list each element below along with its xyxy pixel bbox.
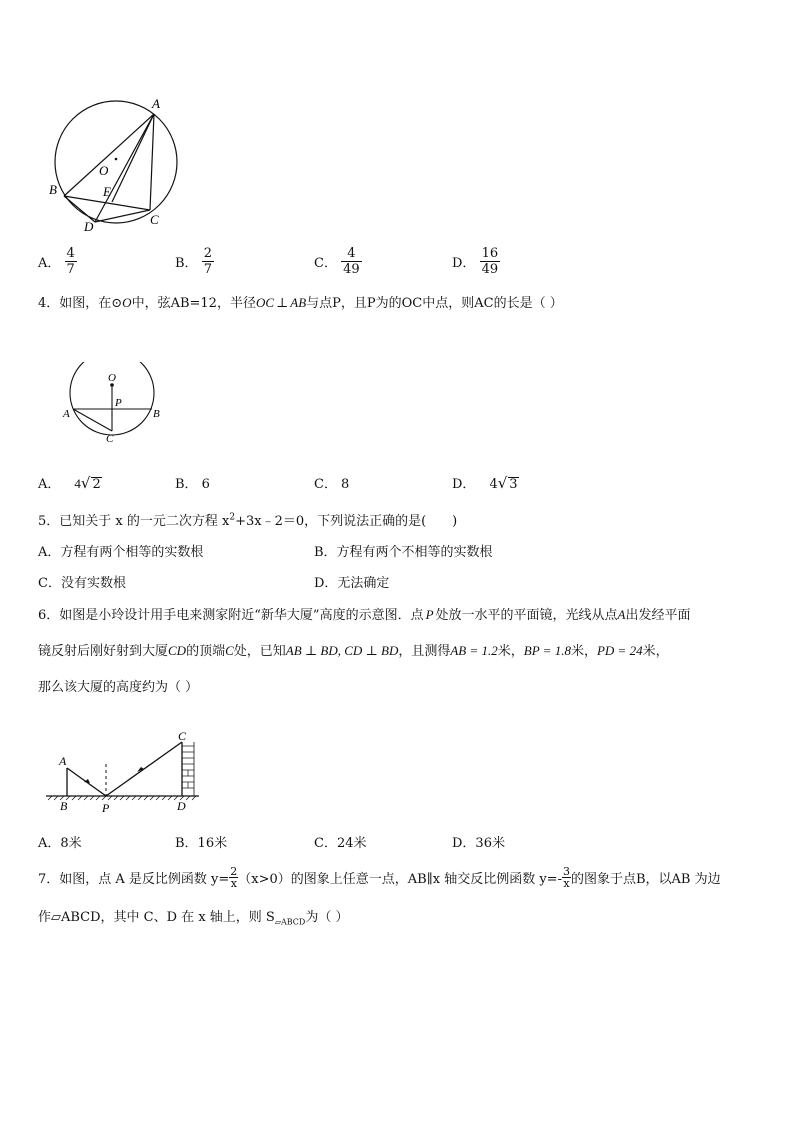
q5-stem [38, 510, 457, 529]
q4-stem-perp: ⊥ [276, 296, 289, 311]
q3-chord-dc [95, 210, 150, 222]
q4-option-d-coef: 4 [489, 477, 498, 492]
q6-line1-part-c: 出发经平面 [625, 608, 691, 623]
q6-label-d: D [177, 799, 186, 813]
q4-label-b: B [153, 408, 160, 420]
q6-label-p: P [102, 801, 110, 814]
q4-option-a[interactable] [38, 473, 102, 492]
q6-line2-perp-math: AB ⊥ BD, CD ⊥ BD [285, 643, 399, 658]
q6-label-c: C [178, 729, 187, 743]
q4-option-d-letter: D． [452, 477, 476, 492]
q7-frac2-num: 3 [562, 865, 570, 878]
q3-option-a[interactable] [38, 246, 77, 277]
q6-option-a[interactable]: A．8米 [38, 836, 82, 851]
q4-option-a-coef: 4 [74, 476, 81, 491]
q7-line1-part-a: 7．如图，点 A 是反比例函数 y= [38, 872, 230, 887]
q6-label-a: A [59, 754, 67, 768]
q3-label-e: E [103, 184, 111, 199]
q6-line2-part-c: 处，已知 [233, 644, 286, 659]
q4-option-a-letter: A． [38, 477, 61, 492]
q3-option-b-fraction [202, 246, 214, 277]
q3-label-d: D [84, 219, 94, 234]
q6-line1-part-b: 处放一水平的平面镜，光线从点 [435, 608, 618, 623]
q3-chord-ae [112, 114, 154, 202]
q3-option-d-letter: D． [452, 256, 476, 271]
q5-option-a[interactable]: A．方程有两个相等的实数根 [38, 545, 204, 560]
q3-label-b: B [49, 182, 57, 197]
q7-line2-subscript: ▱ABCD [274, 917, 306, 927]
q3-label-a: A [152, 96, 160, 111]
q6-line2-part-f: 米， [570, 644, 597, 659]
q6-option-d[interactable]: D．36米 [452, 836, 505, 851]
q6-label-b: B [60, 799, 68, 813]
q6-line2-part-a: 镜反射后刚好射到大厦 [38, 644, 169, 659]
q6-line-2 [38, 640, 669, 659]
q4-stem-ab: AB [290, 295, 307, 310]
q3-option-a-fraction [65, 246, 77, 277]
q4-option-a-radical-sign: √ [80, 474, 91, 492]
q6-line1-a: A [617, 607, 626, 622]
q3-option-b-letter: B． [175, 256, 198, 271]
q4-stem-part2: 中，弦AB=12，半径 [131, 296, 256, 311]
q3-chord-ac [150, 114, 154, 210]
q3-option-c-num: 4 [341, 246, 362, 262]
q3-option-c-den: 49 [343, 262, 360, 277]
q4-option-c[interactable] [314, 473, 349, 492]
q3-option-c-fraction [341, 246, 362, 277]
q5-stem-part2: +3x﹣2＝0，下列说法正确的是( ) [235, 514, 458, 529]
q6-line2-ab: AB = 1.2 [450, 643, 498, 658]
q7-line-1 [38, 866, 721, 889]
q3-label-o: O [99, 163, 109, 178]
q6-line2-bp: BP = 1.8 [523, 643, 571, 658]
q6-line1-part-a: 6．如图是小玲设计用手电来测家附近“新华大厦”高度的示意图．点 [38, 608, 424, 623]
q4-label-a: A [63, 408, 70, 420]
q3-option-d[interactable] [452, 246, 500, 277]
q3-option-a-den: 7 [66, 262, 75, 277]
q3-center-dot [115, 158, 118, 161]
q5-option-c[interactable]: C．没有实数根 [38, 576, 126, 591]
q6-option-b[interactable]: B．16米 [175, 836, 228, 851]
q3-circle-figure [40, 92, 190, 234]
q3-option-d-den: 49 [481, 262, 499, 277]
q3-option-d-num: 16 [481, 246, 499, 261]
q4-stem-oc: OC [255, 295, 275, 310]
q4-option-b[interactable] [175, 473, 210, 492]
q5-stem-part1: 5．已知关于 x 的一元二次方程 x [38, 514, 230, 529]
q4-stem-o: O [122, 295, 132, 310]
q3-option-c[interactable] [314, 246, 362, 277]
q4-option-d-radical-sign: √ [497, 474, 508, 492]
q7-fraction-3-over-x [562, 866, 571, 889]
q3-option-b[interactable] [175, 246, 214, 277]
q7-frac2-den: x [563, 877, 570, 890]
q4-stem [38, 292, 563, 311]
q6-option-c[interactable]: C．24米 [314, 836, 367, 851]
q6-line1-p: P [425, 607, 434, 622]
q7-line2-part-a: 作▱ABCD，其中 C、D 在 x 轴上，则 S [38, 910, 275, 925]
q4-option-d-radicand: 3 [509, 477, 518, 492]
q7-line1-part-c: 的图象于点B，以AB 为边 [570, 872, 721, 887]
q7-line2-part-b: 为（ ） [305, 910, 349, 925]
q7-fraction-2-over-x [229, 866, 238, 889]
q4-label-c: C [106, 433, 114, 445]
q5-stem-sup: 2 [229, 512, 236, 523]
q3-option-a-num: 4 [66, 246, 75, 261]
q7-frac1-num: 2 [230, 865, 238, 878]
q5-option-b[interactable]: B．方程有两个不相等的实数根 [314, 545, 493, 560]
q4-stem-part1: 4．如图，在⊙ [38, 296, 123, 311]
q6-line2-cd: CD [168, 643, 187, 658]
q7-line1-part-b: （x>0）的图象上任意一点，AB∥x 轴交反比例函数 y=- [238, 872, 562, 887]
q4-label-p: P [115, 397, 122, 409]
q6-line-1 [38, 604, 691, 623]
q6-line-3: 那么该大厦的高度约为（ ） [38, 680, 199, 695]
q6-mirror-figure [44, 728, 204, 814]
q6-line2-part-d: ，且测得 [398, 644, 451, 659]
q4-option-a-radicand: 2 [92, 477, 101, 492]
q6-line2-part-b: 的顶端 [186, 644, 226, 659]
q7-frac1-den: x [230, 877, 237, 890]
q5-option-d[interactable]: D．无法确定 [314, 576, 390, 591]
q6-line2-part-e: 米， [497, 644, 524, 659]
q4-stem-part3: 与点P，且P为的OC中点，则AC的长是（ ） [306, 296, 563, 311]
q3-option-c-letter: C． [314, 256, 337, 271]
q4-label-o: O [108, 372, 116, 384]
q6-line2-c: C [225, 643, 234, 658]
q3-option-d-fraction [480, 246, 501, 277]
q6-building-hatching [182, 746, 194, 788]
q6-line2-part-g: 米， [642, 644, 669, 659]
q4-option-b-value: 6 [201, 477, 210, 492]
q3-label-c: C [150, 212, 159, 227]
q4-chord-ac [73, 409, 112, 431]
q7-line-2 [38, 906, 348, 927]
q3-option-b-den: 7 [203, 262, 212, 277]
q4-option-d[interactable] [452, 473, 519, 492]
q4-option-b-letter: B． [175, 477, 198, 492]
q3-option-a-letter: A． [38, 256, 61, 271]
q4-circle-figure [60, 362, 170, 448]
q4-option-c-letter: C． [314, 477, 337, 492]
q3-option-b-num: 2 [203, 246, 212, 261]
q6-line2-pd: PD = 24 [596, 643, 643, 658]
q4-option-c-value: 8 [340, 477, 350, 492]
